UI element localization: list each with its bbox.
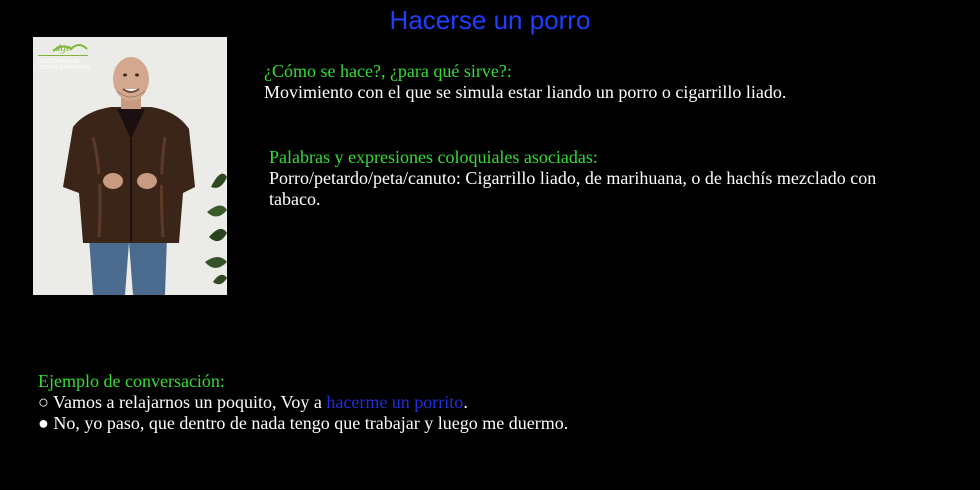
gesture-photo [33, 37, 227, 295]
example-line-2-text: No, yo paso, que dentro de nada tengo que trabajar y luego me duermo. [48, 413, 569, 433]
logo-text-2: GESTOS ESPAÑOLES [38, 65, 91, 71]
svg-text:dge: dge [55, 42, 71, 54]
words-section [269, 147, 929, 210]
how-section [264, 61, 944, 103]
example-heading: Ejemplo de conversación: [38, 371, 225, 391]
how-heading: ¿Cómo se hace?, ¿para qué sirve?: [264, 61, 512, 81]
how-text: Movimiento con el que se simula estar liando un porro o cigarrillo liado. [264, 82, 787, 102]
example-section [38, 371, 938, 434]
page-title: Hacerse un porro [389, 5, 591, 35]
example-line-2 [38, 413, 938, 434]
hollow-bullet-icon: ○ [38, 392, 49, 412]
example-line-1-before: Vamos a relajarnos un poquito, Voy a [48, 392, 327, 412]
words-text: Porro/petardo/peta/canuto: Cigarrillo liado, de marihuana, o de hachís mezclado con tabaco. [269, 168, 877, 209]
logo-text-1: DICCIONARIO DE [38, 59, 80, 65]
example-highlight: hacerme un porrito [326, 392, 464, 412]
gesture-photo-illustration [33, 37, 227, 295]
filled-bullet-icon: ● [38, 413, 49, 433]
example-line-1 [38, 392, 938, 413]
example-line-1-after: . [463, 392, 468, 412]
words-heading: Palabras y expresiones coloquiales asociadas: [269, 147, 598, 167]
